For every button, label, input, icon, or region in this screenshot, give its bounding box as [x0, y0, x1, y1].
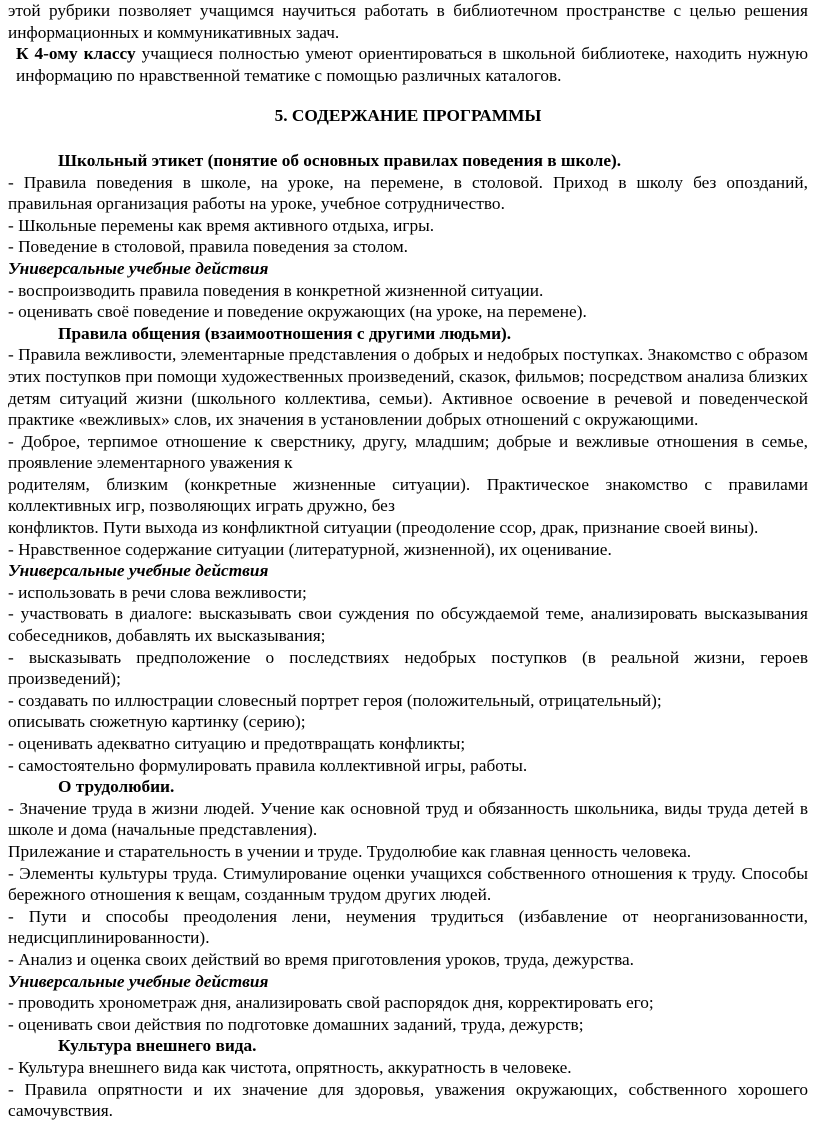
uud-item: - воспроизводить правила поведения в конкретной жизненной ситуации.: [8, 280, 544, 300]
uud-item: - участвовать в диалоге: высказывать свои суждения по обсуждаемой теме, анализировать высказывания собеседников, добавлять их высказывания;: [8, 604, 808, 646]
topic-heading-diligence: О трудолюбии.: [58, 777, 175, 797]
paragraph: - Анализ и оценка своих действий во время приготовления уроков, труда, дежурства.: [8, 949, 634, 969]
uud-item: - использовать в речи слова вежливости;: [8, 582, 307, 602]
intro-paragraph: этой рубрики позволяет учащимся научиться работать в библиотечном пространстве с целью решения информационных и коммуникативных задач.: [8, 1, 808, 42]
paragraph: - Поведение в столовой, правила поведения за столом.: [8, 237, 408, 257]
grade-text: учащиеся полностью умеют ориентироваться в школьной библиотеке, находить нужную информацию по нравственной тематике с помощью различных каталогов.: [16, 44, 808, 85]
topic-heading-appearance: Культура внешнего вида.: [58, 1036, 257, 1056]
paragraph: - Культура внешнего вида как чистота, опрятность, аккуратность в человеке.: [8, 1057, 572, 1077]
paragraph: - Пути и способы преодоления лени, неумения трудиться (избавление от неорганизованности, недисциплинированности).: [8, 906, 808, 948]
paragraph: - Правила вежливости, элементарные представления о добрых и недобрых поступках. Знакомство с образом этих поступков при помощи художественных произведений, сказок, фильмов; посредством анализа близких детям ситуаций жизни (школьного коллектива, семьи). Активное освоение в речевой и поведенческой практике «вежливых» слов, их значения в установлении добрых отношений с окружающими.: [8, 345, 808, 430]
uud-item: - проводить хронометраж дня, анализировать свой распорядок дня, корректировать его;: [8, 993, 654, 1013]
uud-item: - высказывать предположение о последствиях недобрых поступков (в реальной жизни, героев произведений);: [8, 647, 808, 689]
uud-heading: Универсальные учебные действия: [8, 561, 269, 581]
paragraph: - Элементы культуры труда. Стимулирование оценки учащихся собственного отношения к труду. Способы бережного отношения к вещам, созданным трудом других людей.: [8, 863, 808, 905]
paragraph: Прилежание и старательность в учении и труде. Трудолюбие как главная ценность человека.: [8, 841, 692, 861]
uud-heading: Универсальные учебные действия: [8, 258, 269, 278]
paragraph: - Значение труда в жизни людей. Учение как основной труд и обязанность школьника, виды труда детей в школе и дома (начальные представления).: [8, 798, 808, 840]
uud-item: - создавать по иллюстрации словесный портрет героя (положительный, отрицательный);: [8, 690, 662, 710]
paragraph: - Правила поведения в школе, на уроке, на перемене, в столовой. Приход в школу без опозданий, правильная организация работы на уроке, учебное сотрудничество.: [8, 172, 808, 214]
uud-item: - оценивать своё поведение и поведение окружающих (на уроке, на перемене).: [8, 302, 587, 322]
paragraph: родителям, близким (конкретные жизненные ситуации). Практическое знакомство с правилами коллективных игр, позволяющих играть дружно, без: [8, 474, 808, 516]
uud-item: - самостоятельно формулировать правила коллективной игры, работы.: [8, 755, 528, 775]
paragraph: - Доброе, терпимое отношение к сверстнику, другу, младшим; добрые и вежливые отношения в семье, проявление элементарного уважения к: [8, 431, 808, 473]
uud-heading: Универсальные учебные действия: [8, 971, 269, 991]
paragraph: - Школьные перемены как время активного отдыха, игры.: [8, 215, 435, 235]
section-title: 5. СОДЕРЖАНИЕ ПРОГРАММЫ: [274, 106, 542, 126]
uud-item: - оценивать адекватно ситуацию и предотвращать конфликты;: [8, 734, 466, 753]
grade-paragraph: [8, 43, 808, 86]
uud-item: описывать сюжетную картинку (серию);: [8, 712, 306, 732]
topic-heading-communication: Правила общения (взаимоотношения с другими людьми).: [58, 323, 512, 343]
uud-item: - оценивать свои действия по подготовке домашних заданий, труда, дежурств;: [8, 1014, 584, 1034]
paragraph: - Нравственное содержание ситуации (литературной, жизненной), их оценивание.: [8, 539, 612, 559]
topic-heading-etiquette: Школьный этикет (понятие об основных правилах поведения в школе).: [58, 150, 622, 170]
grade-label: К 4-ому классу: [16, 44, 136, 64]
paragraph: - Правила опрятности и их значение для здоровья, уважения окружающих, собственного хорошего самочувствия.: [8, 1079, 808, 1121]
paragraph: конфликтов. Пути выхода из конфликтной ситуации (преодоление ссор, драк, признание своей вины).: [8, 518, 759, 538]
